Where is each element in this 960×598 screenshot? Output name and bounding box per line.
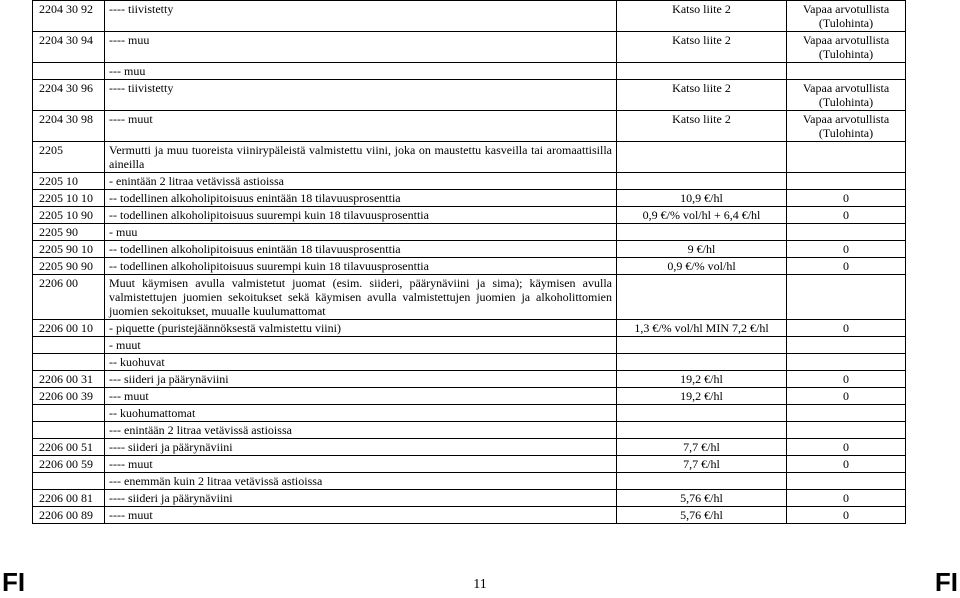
supplementary-duty-cell: Vapaa arvotullista (Tulohinta) <box>787 32 906 63</box>
supplementary-duty-cell: 0 <box>787 490 906 507</box>
description-cell: ---- siideri ja päärynäviini <box>105 439 617 456</box>
description-cell: ---- muut <box>105 111 617 142</box>
description-cell: ---- siideri ja päärynäviini <box>105 490 617 507</box>
duty-rate-cell <box>617 405 787 422</box>
supplementary-duty-cell <box>787 405 906 422</box>
description-cell: ---- tiivistetty <box>105 80 617 111</box>
tariff-code-cell: 2204 30 98 <box>33 111 105 142</box>
description-cell: -- todellinen alkoholipitoisuus enintään 18 tilavuusprosenttia <box>105 190 617 207</box>
tariff-code-cell: 2204 30 96 <box>33 80 105 111</box>
supplementary-duty-cell: 0 <box>787 388 906 405</box>
tariff-code-cell: 2205 10 90 <box>33 207 105 224</box>
table-row <box>33 207 906 224</box>
supplementary-duty-cell: 0 <box>787 190 906 207</box>
supplementary-duty-cell: 0 <box>787 439 906 456</box>
duty-rate-cell <box>617 275 787 320</box>
supplementary-duty-cell: 0 <box>787 320 906 337</box>
table-row <box>33 111 906 142</box>
table-row <box>33 32 906 63</box>
supplementary-duty-cell: 0 <box>787 456 906 473</box>
supplementary-duty-cell: Vapaa arvotullista (Tulohinta) <box>787 80 906 111</box>
duty-rate-cell <box>617 63 787 80</box>
tariff-code-cell: 2206 00 59 <box>33 456 105 473</box>
table-row <box>33 371 906 388</box>
description-cell: --- enemmän kuin 2 litraa vetävissä astioissa <box>105 473 617 490</box>
tariff-code-cell: 2206 00 <box>33 275 105 320</box>
table-row <box>33 490 906 507</box>
tariff-code-cell: 2206 00 10 <box>33 320 105 337</box>
duty-rate-cell <box>617 473 787 490</box>
tariff-code-cell <box>33 63 105 80</box>
supplementary-duty-cell <box>787 337 906 354</box>
duty-rate-cell: 19,2 €/hl <box>617 371 787 388</box>
tariff-code-cell: 2206 00 39 <box>33 388 105 405</box>
description-cell: --- siideri ja päärynäviini <box>105 371 617 388</box>
table-row <box>33 388 906 405</box>
tariff-code-cell: 2205 10 10 <box>33 190 105 207</box>
table-row <box>33 354 906 371</box>
tariff-code-cell: 2206 00 89 <box>33 507 105 524</box>
tariff-code-cell <box>33 354 105 371</box>
tariff-code-cell: 2204 30 94 <box>33 32 105 63</box>
description-cell: -- todellinen alkoholipitoisuus enintään 18 tilavuusprosenttia <box>105 241 617 258</box>
duty-rate-cell: 9 €/hl <box>617 241 787 258</box>
supplementary-duty-cell: 0 <box>787 207 906 224</box>
table-row <box>33 275 906 320</box>
supplementary-duty-cell <box>787 354 906 371</box>
supplementary-duty-cell <box>787 224 906 241</box>
duty-rate-cell: 0,9 €/% vol/hl + 6,4 €/hl <box>617 207 787 224</box>
table-row <box>33 173 906 190</box>
table-row <box>33 241 906 258</box>
description-cell: -- todellinen alkoholipitoisuus suurempi kuin 18 tilavuusprosenttia <box>105 258 617 275</box>
tariff-code-cell: 2205 90 90 <box>33 258 105 275</box>
table-row <box>33 439 906 456</box>
table-row <box>33 190 906 207</box>
duty-rate-cell: Katso liite 2 <box>617 32 787 63</box>
duty-rate-cell: 7,7 €/hl <box>617 439 787 456</box>
tariff-code-cell <box>33 337 105 354</box>
duty-rate-cell: 5,76 €/hl <box>617 490 787 507</box>
table-row <box>33 320 906 337</box>
supplementary-duty-cell: 0 <box>787 241 906 258</box>
duty-rate-cell <box>617 142 787 173</box>
tariff-code-cell: 2205 90 10 <box>33 241 105 258</box>
tariff-code-cell: 2205 10 <box>33 173 105 190</box>
description-cell: --- enintään 2 litraa vetävissä astioissa <box>105 422 617 439</box>
tariff-code-cell <box>33 405 105 422</box>
duty-rate-cell <box>617 422 787 439</box>
duty-rate-cell <box>617 354 787 371</box>
table-row <box>33 422 906 439</box>
table-row <box>33 80 906 111</box>
supplementary-duty-cell <box>787 275 906 320</box>
table-row <box>33 1 906 32</box>
duty-rate-cell <box>617 173 787 190</box>
table-row <box>33 473 906 490</box>
duty-rate-cell: Katso liite 2 <box>617 1 787 32</box>
duty-rate-cell <box>617 337 787 354</box>
description-cell: -- todellinen alkoholipitoisuus suurempi kuin 18 tilavuusprosenttia <box>105 207 617 224</box>
supplementary-duty-cell <box>787 473 906 490</box>
description-cell: -- kuohumattomat <box>105 405 617 422</box>
duty-rate-cell: Katso liite 2 <box>617 80 787 111</box>
footer-language-right: FI <box>934 567 958 597</box>
tariff-code-cell: 2206 00 51 <box>33 439 105 456</box>
tariff-code-cell <box>33 473 105 490</box>
table-row <box>33 337 906 354</box>
supplementary-duty-cell: 0 <box>787 371 906 388</box>
table-row <box>33 142 906 173</box>
table-row <box>33 63 906 80</box>
page-number: 11 <box>473 577 487 592</box>
duty-rate-cell: 7,7 €/hl <box>617 456 787 473</box>
tariff-table <box>32 0 906 524</box>
duty-rate-cell <box>617 224 787 241</box>
tariff-code-cell: 2204 30 92 <box>33 1 105 32</box>
description-cell: ---- muu <box>105 32 617 63</box>
tariff-code-cell: 2206 00 81 <box>33 490 105 507</box>
supplementary-duty-cell: Vapaa arvotullista (Tulohinta) <box>787 1 906 32</box>
supplementary-duty-cell <box>787 173 906 190</box>
tariff-code-cell <box>33 422 105 439</box>
footer-language-left: FI <box>2 567 26 597</box>
table-row <box>33 456 906 473</box>
duty-rate-cell: Katso liite 2 <box>617 111 787 142</box>
tariff-code-cell: 2206 00 31 <box>33 371 105 388</box>
description-cell: ---- tiivistetty <box>105 1 617 32</box>
supplementary-duty-cell: 0 <box>787 507 906 524</box>
table-row <box>33 507 906 524</box>
duty-rate-cell: 5,76 €/hl <box>617 507 787 524</box>
description-cell: Muut käymisen avulla valmistetut juomat (esim. siideri, päärynäviini ja sima); käymisen avulla valmistettujen juomien sekoitukset sekä käymisen avulla valmistettujen juomien ja alkoholittomien juomien sekoitukset, muualle kuulumattomat <box>105 275 617 320</box>
table-row <box>33 258 906 275</box>
supplementary-duty-cell: Vapaa arvotullista (Tulohinta) <box>787 111 906 142</box>
supplementary-duty-cell <box>787 63 906 80</box>
description-cell: ---- muut <box>105 507 617 524</box>
duty-rate-cell: 1,3 €/% vol/hl MIN 7,2 €/hl <box>617 320 787 337</box>
description-cell: - enintään 2 litraa vetävissä astioissa <box>105 173 617 190</box>
supplementary-duty-cell <box>787 422 906 439</box>
supplementary-duty-cell <box>787 142 906 173</box>
description-cell: Vermutti ja muu tuoreista viinirypäleistä valmistettu viini, joka on maustettu kasveilla tai aromaattisilla aineilla <box>105 142 617 173</box>
description-cell: - piquette (puristejäännöksestä valmistettu viini) <box>105 320 617 337</box>
table-row <box>33 224 906 241</box>
tariff-code-cell: 2205 90 <box>33 224 105 241</box>
tariff-code-cell: 2205 <box>33 142 105 173</box>
description-cell: - muu <box>105 224 617 241</box>
duty-rate-cell: 10,9 €/hl <box>617 190 787 207</box>
description-cell: --- muut <box>105 388 617 405</box>
tariff-body <box>33 1 906 524</box>
description-cell: - muut <box>105 337 617 354</box>
duty-rate-cell: 0,9 €/% vol/hl <box>617 258 787 275</box>
description-cell: --- muu <box>105 63 617 80</box>
description-cell: -- kuohuvat <box>105 354 617 371</box>
duty-rate-cell: 19,2 €/hl <box>617 388 787 405</box>
supplementary-duty-cell: 0 <box>787 258 906 275</box>
table-row <box>33 405 906 422</box>
description-cell: ---- muut <box>105 456 617 473</box>
